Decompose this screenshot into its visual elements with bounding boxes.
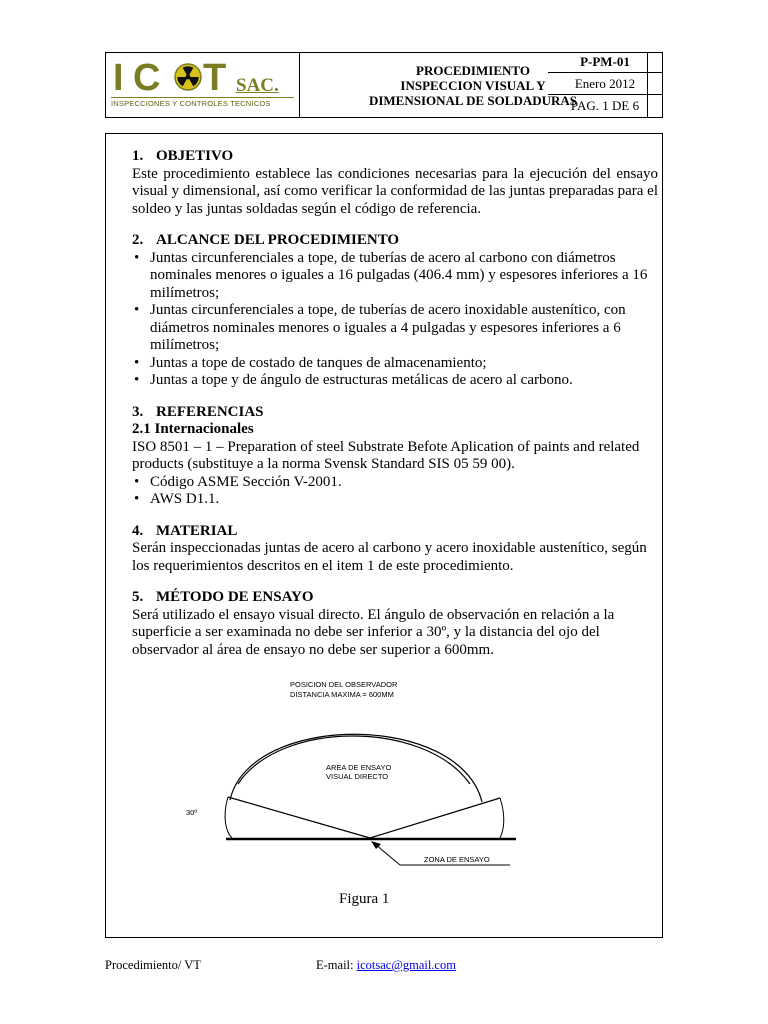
- company-logo: [106, 53, 300, 117]
- radiation-icon: [174, 63, 202, 91]
- max-distance-label: DISTANCIA MAXIMA = 600MM: [290, 690, 394, 699]
- references-list: [132, 474, 658, 509]
- section-heading: [132, 404, 658, 422]
- section-material: [132, 523, 658, 576]
- section-alcance: [132, 232, 658, 390]
- logo-brand: [111, 58, 297, 98]
- title-line-3: DIMENSIONAL DE SOLDADURAS: [368, 92, 578, 108]
- logo-sac: SAC.: [236, 75, 279, 96]
- section-objetivo: [132, 148, 658, 218]
- section-metodo: [132, 589, 658, 659]
- zone-label: ZONA DE ENSAYO: [424, 855, 490, 864]
- section-text: Este procedimiento establece las condiciones necesarias para la ejecución del ensayo visual y dimensional, así como verificar la conformidad de las juntas preparadas para el soldeo y las juntas soldadas según el código de referencia.: [132, 165, 658, 217]
- document-header: [105, 52, 663, 118]
- observer-position-label: POSICION DEL OBSERVADOR: [290, 680, 398, 689]
- section-text: ISO 8501 – 1 – Preparation of steel Substrate Befote Aplication of paints and related products (substituye a la norma Svensk Standard SIS 05 59 00).: [132, 438, 640, 472]
- section-heading: [132, 148, 658, 166]
- section-title: MATERIAL: [156, 522, 238, 539]
- footer-document-ref: Procedimiento/ VT: [105, 958, 201, 972]
- zone-pointer: [375, 844, 400, 865]
- list-item: • AWS D1.1.: [132, 491, 658, 509]
- figure-caption: Figura 1: [339, 891, 390, 907]
- section-number: 1.: [132, 148, 144, 164]
- section-heading: [132, 232, 658, 250]
- footer-contact: [316, 958, 456, 973]
- title-line-2: INSPECCION VISUAL Y: [400, 77, 546, 93]
- section-number: 3.: [132, 403, 144, 420]
- document-code: P-PM-01: [548, 53, 662, 73]
- logo-letter-i: I: [113, 57, 124, 99]
- section-title: MÉTODO DE ENSAYO: [156, 589, 314, 605]
- list-item: • Juntas a tope y de ángulo de estructuras metálicas de acero al carbono.: [132, 372, 658, 390]
- section-number: 4.: [132, 522, 144, 539]
- list-item: • Juntas a tope de costado de tanques de almacenamiento;: [132, 355, 658, 373]
- section-text: Serán inspeccionadas juntas de acero al carbono y acero inoxidable austenítico, según los requerimientos descritos en el item 1 de este procedimiento.: [132, 540, 647, 574]
- document-date: Enero 2012: [548, 73, 662, 95]
- email-link[interactable]: icotsac@gmail.com: [356, 958, 456, 972]
- logo-letter-t: T: [203, 57, 227, 99]
- section-referencias: [132, 404, 658, 509]
- list-item: • Juntas circunferenciales a tope, de tuberías de acero al carbono con diámetros nominales menores o iguales a 16 pulgadas (406.4 mm) y espesores inferiores a 16 milímetros;: [132, 250, 658, 303]
- document-body: [132, 148, 658, 673]
- section-title: ALCANCE DEL PROCEDIMIENTO: [156, 232, 400, 248]
- section-number: 2.: [132, 232, 144, 248]
- scope-list: [132, 250, 658, 390]
- sight-line-left: [228, 797, 370, 838]
- area-label-2: VISUAL DIRECTO: [326, 772, 389, 781]
- logo-tagline: INSPECCIONES Y CONTROLES TECNICOS: [111, 97, 294, 108]
- angle-arc-left: [225, 797, 232, 838]
- area-label-1: AREA DE ENSAYO: [326, 763, 392, 772]
- inspection-diagram: [170, 672, 530, 912]
- title-line-1: PROCEDIMIENTO: [416, 62, 530, 78]
- angle-arc-right: [500, 798, 504, 838]
- list-item: • Código ASME Sección V-2001.: [132, 474, 658, 492]
- section-title: REFERENCIAS: [156, 403, 264, 420]
- page-indicator: PAG. 1 DE 6: [570, 98, 640, 113]
- section-heading: [132, 523, 658, 541]
- logo-letter-c: C: [133, 57, 161, 99]
- section-title: OBJETIVO: [156, 148, 234, 164]
- section-number: 5.: [132, 589, 144, 605]
- section-text: Será utilizado el ensayo visual directo. El ángulo de observación en relación a la superficie a ser examinada no debe ser inferior a 30º, y la distancia del ojo del observador al área de ensayo no debe ser superior a 600mm.: [132, 606, 615, 658]
- subsection-heading: 2.1 Internacionales: [132, 421, 254, 437]
- list-item: • Juntas circunferenciales a tope, de tuberías de acero inoxidable austenítico, con diámetros nominales menores o iguales a 4 pulgadas y espesores inferiores a 6 milímetros;: [132, 302, 658, 355]
- sight-line-right: [370, 798, 500, 838]
- email-label: E-mail:: [316, 958, 357, 972]
- section-heading: [132, 589, 658, 607]
- document-meta: [548, 53, 662, 117]
- angle-label: 30º: [186, 808, 198, 817]
